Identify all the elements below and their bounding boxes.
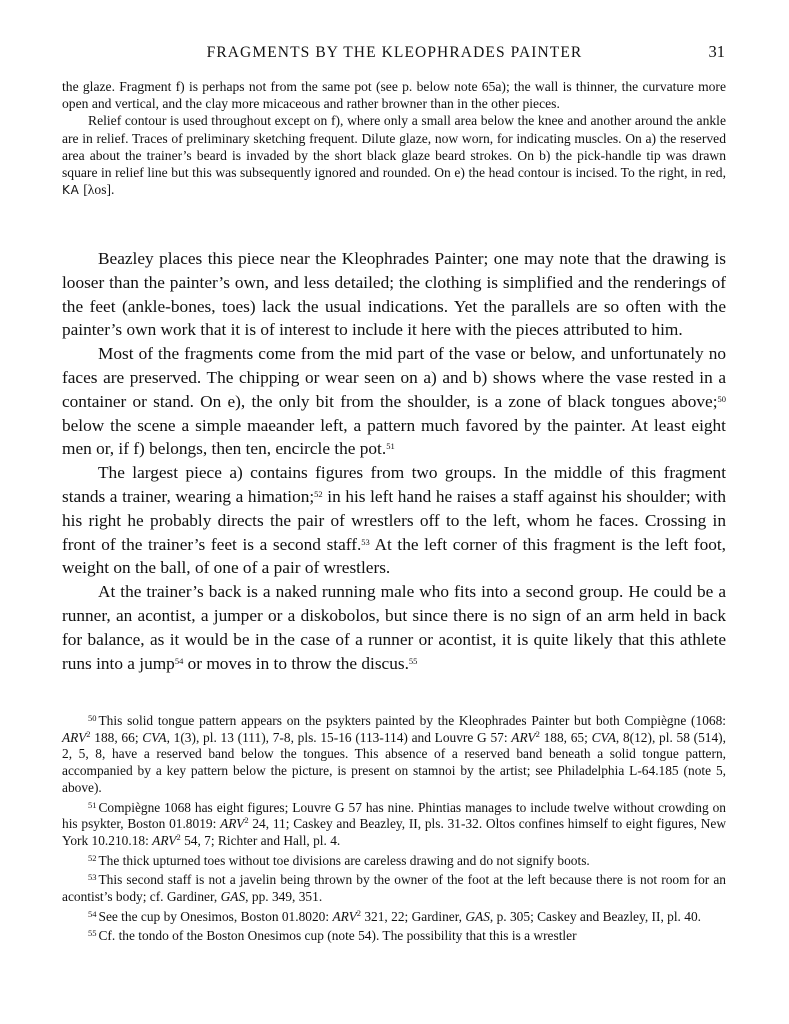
body-text: At the left corner of this fragment is the left foot, weight on the ball, of one of a pair of wrestlers. [62,534,726,578]
footnote-text: , pp. 349, 351. [245,889,323,905]
edition-superscript: 2 [356,907,361,918]
citation-abbrev: ARV [332,908,357,924]
body-text: At the trainer’s back is a naked running male who fits into a second group. He could be a runner, an acontist, a jumper or a diskobolos, but since there is no sign of an arm held in back for balance, as it would be in the case of a runner or acontist, it is quite likely that this athlete runs into a jump [62,582,726,673]
footnote-text: , 8(12), pl. 58 (514), 2, 5, 8, have a reserved band below the tongues. This absence of a reserved band beneath a solid tongue pattern, accompanied by a key pattern below the picture, is present on stamnoi by the artist; see Philadelphia L-64.185 (note 5, above). [62,729,726,795]
footnote [62,850,726,870]
footnote-ref: 54 [174,655,184,666]
body-paragraph [62,342,726,461]
description-section [62,78,726,199]
citation-abbrev: GAS [465,908,490,924]
edition-superscript: 2 [176,831,181,842]
footnote-text: 188, 66; [90,729,143,745]
description-paragraph: the glaze. Fragment f) is perhaps not from the same pot (see p. below note 65a); the wall is thinner, the curvature more open and vertical, and the clay more micaceous and rather browner than in the other pieces. [62,79,726,112]
edition-superscript: 2 [86,728,91,739]
footnote-number: 52 [88,852,97,863]
footnote-ref: 51 [386,441,395,452]
footnote-number: 53 [88,872,97,883]
footnote-text: This second staff is not a javelin being thrown by the owner of the foot at the left because there is not room for an acontist’s body; cf. Gardiner, [62,872,726,905]
footnotes [62,710,726,945]
footnote-text: See the cup by Onesimos, Boston 01.8020: [98,908,333,924]
footnote-number: 51 [88,799,97,810]
footnote-text: 188, 65; [539,729,592,745]
body-text: Most of the fragments come from the mid part of the vase or below, and unfortunately no faces are preserved. The chipping or wear seen on a) and b) shows where the vase rested in a container or stand. On e), the only bit from the shoulder, is a zone of black tongues above; [62,344,726,411]
footnote [62,869,726,905]
footnote-ref: 50 [717,393,726,404]
edition-superscript: 2 [244,815,249,826]
footnote-text: Compiègne 1068 has eight figures; Louvre G 57 has nine. Phintias manages to include twelve without crowding on his psykter, Boston 01.8019: [62,799,726,832]
citation-abbrev: CVA [591,729,616,745]
edition-superscript: 2 [535,728,540,739]
inscription-reading: [λos]. [83,182,115,198]
footnote-ref: 53 [361,536,370,547]
footnote [62,710,726,797]
description-text: Relief contour is used throughout except on f), where only a small area below the knee and another around the ankle are in relief. Traces of preliminary sketching frequent. Dilute glaze, now worn, for indicating muscles. On a) the reserved area about the trainer’s beard is invaded by the short black glaze beard strokes. On b) the pick-handle tip was drawn square in relief line but this was subsequently ignored and rounded. On e) the head contour is incised. To the right, in red, [62,113,726,181]
footnote-text: This solid tongue pattern appears on the psykters painted by the Kleophrades Painter but both Compiègne (1068: [98,713,726,728]
footnote-ref: 52 [314,488,323,499]
body-text: or moves in to throw the discus. [187,653,409,673]
footnote-number: 54 [88,908,97,919]
running-header [62,40,727,64]
footnote-text: The thick upturned toes without toe divisions are careless drawing and do not signify boots. [98,852,590,868]
citation-abbrev: ARV [220,816,245,832]
footnote [62,906,726,926]
footnote-number: 50 [88,713,97,723]
inscription-ka: KA [62,183,80,198]
footnote-text: 54, 7; Richter and Hall, pl. 4. [180,832,341,848]
footnote-text: , 1(3), pl. 13 (111), 7-8, pls. 15-16 (113-114) and Louvre G 57: [166,729,512,745]
body-paragraph [62,461,726,580]
body-text: below the scene a simple maeander left, a pattern much favored by the painter. At least eight men or, if f) belongs, then ten, encircle the pot. [62,415,726,459]
footnote [62,925,726,945]
page-number: 31 [708,42,725,61]
footnote-text: 321, 22; Gardiner, [361,908,466,924]
body-paragraph: Beazley places this piece near the Kleophrades Painter; one may note that the drawing is looser than the painter’s own, and less detailed; the clothing is simplified and the renderings of the feet (ankle-bones, toes) lack the usual indications. Yet the parallels are so often with the painter’s own work that it is of interest to include it here with the pieces attributed to him. [62,249,726,340]
body-text: in his left hand he raises a staff against his shoulder; with his right he probably directs the pair of wrestlers off to the left, whom he faces. Crossing in front of the trainer’s feet is a second staff. [62,486,726,554]
citation-abbrev: ARV [62,729,87,745]
footnote-text: Cf. the tondo of the Boston Onesimos cup (note 54). The possibility that this is a wrestler [98,928,577,944]
body-text: The largest piece a) contains figures from two groups. In the middle of this fragment stands a trainer, wearing a himation; [62,463,726,506]
citation-abbrev: ARV [511,729,536,745]
footnote-ref: 55 [408,655,418,666]
body-paragraph [62,580,726,675]
footnote-text: , p. 305; Caskey and Beazley, II, pl. 40. [489,908,701,924]
citation-abbrev: CVA [142,729,167,745]
footnote [62,797,726,850]
running-title: FRAGMENTS BY THE KLEOPHRADES PAINTER [206,44,583,61]
citation-abbrev: GAS [220,889,246,905]
main-text [62,247,726,675]
footnote-text: 24, 11; Caskey and Beazley, II, pls. 31-32. Oltos confines himself to eight figures, New York 10.210.18: [62,816,726,848]
citation-abbrev: ARV [152,832,177,848]
description-paragraph [62,112,726,199]
footnote-number: 55 [88,928,97,939]
